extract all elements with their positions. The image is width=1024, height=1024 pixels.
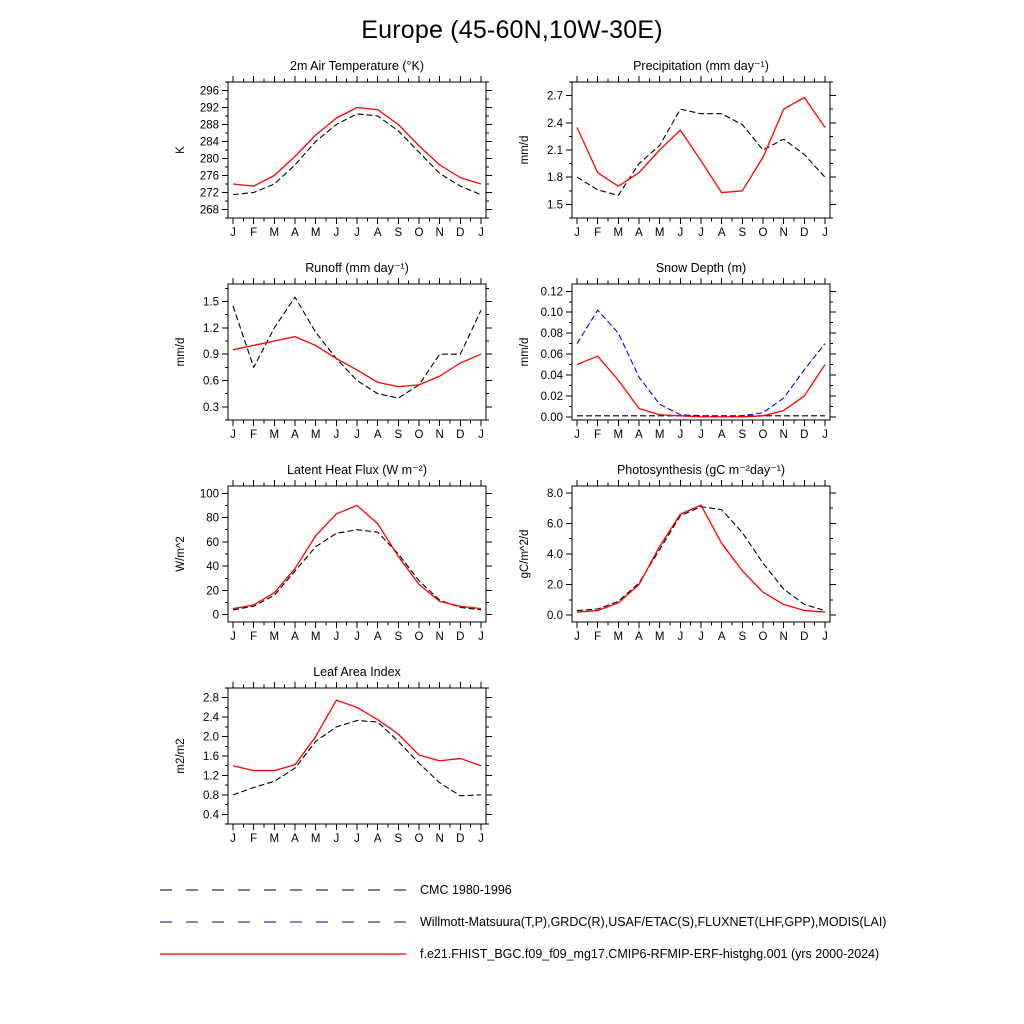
y-tick-label: 0 <box>212 609 219 622</box>
plot-border <box>228 486 486 622</box>
x-tick-label: J <box>698 227 704 239</box>
charts-grid <box>166 56 854 864</box>
chart-runoff <box>166 258 510 460</box>
legend-label-obs-combined: Willmott-Matsuura(T,P),GRDC(R),USAF/ETAC(S),FLUXNET(LHF,GPP),MODIS(LAI) <box>420 915 887 929</box>
x-tick-label: J <box>478 631 484 643</box>
chart-svg-runoff <box>166 258 510 460</box>
chart-precipitation <box>510 56 854 258</box>
x-tick-label: J <box>333 429 340 441</box>
y-tick-label: 8.0 <box>547 487 563 500</box>
y-tick-label: 0.02 <box>540 390 563 403</box>
series-model <box>233 108 481 187</box>
chart-title: Runoff (mm day⁻¹) <box>305 261 409 275</box>
y-tick-label: 292 <box>199 102 219 115</box>
chart-svg-snow-depth <box>510 258 854 460</box>
y-axis-label: mm/d <box>519 135 531 165</box>
series-model <box>233 337 481 387</box>
x-tick-label: J <box>354 631 360 643</box>
legend-line-model <box>158 944 408 964</box>
x-tick-label: A <box>373 429 382 441</box>
x-tick-label: A <box>635 429 643 441</box>
chart-latent-heat-flux <box>166 460 510 662</box>
y-tick-label: 1.6 <box>203 751 219 763</box>
y-tick-label: 276 <box>199 170 219 183</box>
y-tick-label: 2.0 <box>547 579 563 592</box>
x-tick-label: F <box>594 227 602 239</box>
x-tick-label: A <box>717 429 726 441</box>
legend-label-cmc: CMC 1980-1996 <box>420 883 512 897</box>
x-tick-label: S <box>394 631 403 643</box>
x-tick-label: A <box>635 227 643 239</box>
x-tick-label: S <box>394 227 403 239</box>
x-tick-label: A <box>373 631 382 643</box>
x-tick-label: J <box>574 631 580 643</box>
y-tick-label: 288 <box>199 119 219 132</box>
y-tick-label: 2.0 <box>203 731 219 744</box>
y-tick-label: 268 <box>199 204 219 217</box>
x-tick-label: N <box>779 227 788 239</box>
series-modis <box>233 721 481 796</box>
plot-border <box>228 284 486 420</box>
y-tick-label: 296 <box>199 85 219 98</box>
y-tick-label: 1.8 <box>547 172 563 185</box>
y-tick-label: 0.4 <box>203 809 219 822</box>
x-tick-label: F <box>594 429 602 441</box>
y-tick-label: 0.06 <box>540 349 563 362</box>
series-model <box>577 356 825 417</box>
x-tick-label: M <box>654 631 665 643</box>
x-tick-label: J <box>333 833 340 845</box>
x-tick-label: S <box>394 429 403 441</box>
series-willmott <box>233 114 481 195</box>
x-tick-label: N <box>779 631 788 643</box>
x-tick-label: F <box>250 833 258 845</box>
series-model <box>577 505 825 612</box>
x-tick-label: M <box>613 227 624 239</box>
y-tick-label: 0.12 <box>540 286 563 299</box>
y-tick-label: 80 <box>206 512 219 525</box>
chart-title: Snow Depth (m) <box>655 261 747 275</box>
x-tick-label: S <box>738 429 747 441</box>
y-tick-label: 2.4 <box>547 117 563 130</box>
x-tick-label: J <box>478 833 484 845</box>
y-tick-label: 6.0 <box>547 518 563 531</box>
x-tick-label: A <box>373 833 382 845</box>
y-tick-label: 1.2 <box>203 322 219 335</box>
series-grdc <box>233 297 481 398</box>
chart-svg-precipitation <box>510 56 854 258</box>
series-model <box>233 505 481 608</box>
x-tick-label: O <box>414 227 424 239</box>
x-tick-label: D <box>800 429 809 441</box>
y-axis-label: mm/d <box>175 337 187 367</box>
legend-line-cmc <box>158 880 408 900</box>
series-fluxnet <box>233 530 481 610</box>
chart-snow-depth <box>510 258 854 460</box>
y-tick-label: 1.2 <box>203 770 219 783</box>
x-tick-label: J <box>354 833 360 845</box>
x-tick-label: A <box>717 631 726 643</box>
x-tick-label: M <box>269 833 280 845</box>
x-tick-label: J <box>822 631 828 643</box>
y-tick-label: 1.5 <box>203 296 219 309</box>
x-tick-label: D <box>456 631 465 643</box>
series-fluxnet <box>577 507 825 611</box>
plot-border <box>228 82 486 218</box>
plot-border <box>572 82 830 218</box>
series-willmott <box>577 109 825 195</box>
x-tick-label: O <box>758 631 768 643</box>
x-tick-label: D <box>800 227 809 239</box>
x-tick-label: O <box>414 833 424 845</box>
legend-row-cmc <box>158 874 1018 906</box>
x-tick-label: N <box>435 227 444 239</box>
x-tick-label: J <box>230 631 236 643</box>
x-tick-label: J <box>230 227 236 239</box>
x-tick-label: A <box>291 631 299 643</box>
chart-air-temperature <box>166 56 510 258</box>
x-tick-label: J <box>698 631 704 643</box>
x-tick-label: J <box>574 429 580 441</box>
x-tick-label: N <box>779 429 788 441</box>
y-axis-label: W/m^2 <box>175 536 187 572</box>
x-tick-label: J <box>677 227 684 239</box>
y-tick-label: 2.8 <box>203 692 219 705</box>
y-tick-label: 100 <box>199 488 219 501</box>
x-tick-label: F <box>250 227 258 239</box>
y-tick-label: 272 <box>199 187 219 200</box>
x-tick-label: N <box>435 833 444 845</box>
legend-row-obs-combined <box>158 906 1018 938</box>
chart-svg-latent-heat-flux <box>166 460 510 662</box>
x-tick-label: J <box>333 631 340 643</box>
chart-svg-photosynthesis <box>510 460 854 662</box>
x-tick-label: A <box>717 227 726 239</box>
y-axis-label: K <box>175 146 187 154</box>
y-axis-label: gC/m^2/d <box>519 529 531 579</box>
y-axis-label: mm/d <box>519 337 531 367</box>
y-tick-label: 0.3 <box>203 401 219 414</box>
y-tick-label: 40 <box>206 561 219 574</box>
x-tick-label: M <box>613 429 624 441</box>
x-tick-label: M <box>269 429 280 441</box>
y-tick-label: 20 <box>206 585 219 598</box>
plot-border <box>572 284 830 420</box>
y-tick-label: 0.08 <box>540 328 563 341</box>
x-tick-label: S <box>738 227 747 239</box>
chart-svg-air-temperature <box>166 56 510 258</box>
y-tick-label: 0.9 <box>203 349 219 362</box>
chart-title: Precipitation (mm day⁻¹) <box>633 59 769 73</box>
x-tick-label: O <box>414 631 424 643</box>
series-usaf-etac <box>577 310 825 417</box>
x-tick-label: O <box>758 429 768 441</box>
x-tick-label: M <box>654 227 665 239</box>
x-tick-label: F <box>250 429 258 441</box>
y-tick-label: 0.04 <box>540 370 563 383</box>
x-tick-label: J <box>822 227 828 239</box>
x-tick-label: A <box>373 227 382 239</box>
x-tick-label: J <box>230 833 236 845</box>
y-tick-label: 0.6 <box>203 375 219 388</box>
legend-label-model: f.e21.FHIST_BGC.f09_f09_mg17.CMIP6-RFMIP-ERF-histghg.001 (yrs 2000-2024) <box>420 947 880 961</box>
chart-title: Photosynthesis (gC m⁻²day⁻¹) <box>616 463 786 477</box>
x-tick-label: J <box>677 631 684 643</box>
y-tick-label: 284 <box>199 136 219 149</box>
x-tick-label: F <box>250 631 258 643</box>
chart-photosynthesis <box>510 460 854 662</box>
x-tick-label: O <box>758 227 768 239</box>
y-tick-label: 1.5 <box>547 199 563 212</box>
x-tick-label: N <box>435 429 444 441</box>
y-tick-label: 2.7 <box>547 90 563 103</box>
x-tick-label: F <box>594 631 602 643</box>
legend <box>158 874 1018 970</box>
x-tick-label: J <box>230 429 236 441</box>
x-tick-label: M <box>269 631 280 643</box>
x-tick-label: D <box>456 227 465 239</box>
x-tick-label: A <box>635 631 643 643</box>
x-tick-label: M <box>654 429 665 441</box>
x-tick-label: J <box>698 429 704 441</box>
y-tick-label: 2.4 <box>203 712 219 725</box>
x-tick-label: J <box>478 227 484 239</box>
x-tick-label: D <box>800 631 809 643</box>
x-tick-label: M <box>310 833 321 845</box>
chart-title: Latent Heat Flux (W m⁻²) <box>287 463 427 477</box>
y-tick-label: 0.0 <box>547 610 563 623</box>
x-tick-label: A <box>291 227 299 239</box>
x-tick-label: J <box>333 227 340 239</box>
y-tick-label: 4.0 <box>547 549 563 561</box>
x-tick-label: J <box>677 429 684 441</box>
y-tick-label: 2.1 <box>547 145 563 157</box>
x-tick-label: J <box>354 429 360 441</box>
series-model <box>233 700 481 770</box>
x-tick-label: J <box>822 429 828 441</box>
chart-title: 2m Air Temperature (°K) <box>290 59 424 73</box>
x-tick-label: A <box>291 429 299 441</box>
legend-row-model <box>158 938 1018 970</box>
legend-line-obs-combined <box>158 912 408 932</box>
plot-border <box>228 688 486 824</box>
x-tick-label: J <box>478 429 484 441</box>
y-tick-label: 0.10 <box>540 307 563 320</box>
x-tick-label: M <box>310 631 321 643</box>
y-tick-label: 60 <box>206 536 219 549</box>
x-tick-label: J <box>354 227 360 239</box>
y-tick-label: 0.00 <box>540 411 563 424</box>
x-tick-label: M <box>310 227 321 239</box>
y-axis-label: m2/m2 <box>175 738 187 774</box>
chart-leaf-area-index <box>166 662 510 864</box>
x-tick-label: N <box>435 631 444 643</box>
x-tick-label: D <box>456 429 465 441</box>
chart-title: Leaf Area Index <box>313 665 401 679</box>
x-tick-label: J <box>574 227 580 239</box>
y-tick-label: 0.8 <box>203 789 219 802</box>
x-tick-label: M <box>310 429 321 441</box>
y-tick-label: 280 <box>199 153 219 166</box>
chart-svg-leaf-area-index <box>166 662 510 864</box>
series-model <box>577 97 825 192</box>
figure-title: Europe (45-60N,10W-30E) <box>361 16 663 44</box>
x-tick-label: O <box>414 429 424 441</box>
x-tick-label: D <box>456 833 465 845</box>
x-tick-label: M <box>269 227 280 239</box>
x-tick-label: M <box>613 631 624 643</box>
x-tick-label: S <box>394 833 403 845</box>
x-tick-label: S <box>738 631 747 643</box>
x-tick-label: A <box>291 833 299 845</box>
